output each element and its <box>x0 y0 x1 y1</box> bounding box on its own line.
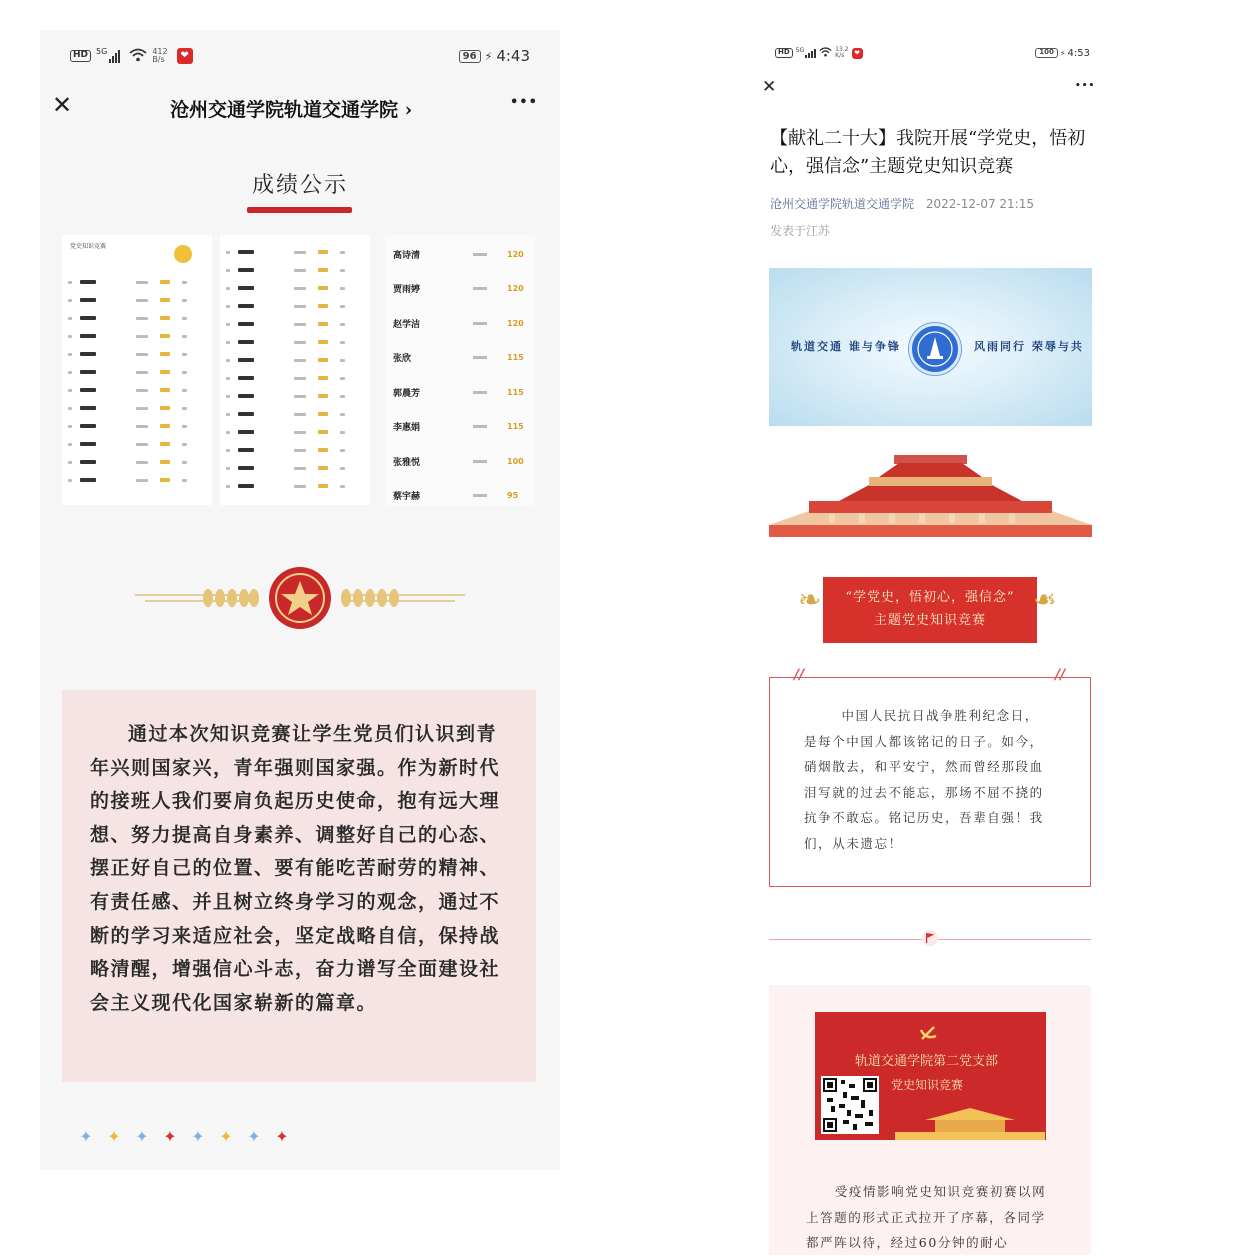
table-row <box>226 477 366 495</box>
table-row <box>68 471 208 489</box>
sparkle-icon: ✦ <box>219 1126 233 1146</box>
student-name: 贾雨婷 <box>393 285 421 296</box>
sparkle-icon: ✦ <box>79 1126 93 1146</box>
table-row <box>68 381 208 399</box>
table-row <box>68 291 208 309</box>
score-table-image-2 <box>220 235 370 505</box>
nav-title[interactable]: 沧州交通学院轨道交通学院 › <box>170 99 413 121</box>
banner-left-text: 轨道交通 谁与争锋 <box>791 340 901 353</box>
table-row <box>226 441 366 459</box>
summary-text-box <box>62 690 536 1082</box>
table-row <box>68 435 208 453</box>
table-row <box>226 351 366 369</box>
student-score: 115 <box>507 387 524 397</box>
student-score: 95 <box>507 491 519 501</box>
blurred-cell <box>473 460 487 463</box>
medal-icon <box>174 245 192 263</box>
nav-bar <box>760 75 1105 105</box>
sparkle-icon: ✦ <box>107 1126 121 1146</box>
network-indicator: 5G <box>795 46 805 54</box>
close-button[interactable]: ✕ <box>762 77 777 97</box>
student-name: 张雅悦 <box>393 457 421 468</box>
contest-poster-image <box>815 1012 1046 1140</box>
table-row <box>393 410 533 445</box>
palace-illustration <box>769 455 1092 537</box>
score-table-image-3 <box>385 235 535 505</box>
sparkle-icon: ✦ <box>135 1126 149 1146</box>
hd-indicator: HD <box>775 48 793 58</box>
app-notification-icon: ❤ <box>177 48 193 64</box>
table-row <box>68 453 208 471</box>
status-bar <box>775 44 1090 62</box>
signal-icon <box>805 49 816 58</box>
table-row <box>68 327 208 345</box>
article-meta <box>770 195 1034 212</box>
table-row <box>226 243 366 261</box>
party-emblem-icon <box>918 1022 940 1044</box>
charging-icon: ⚡ <box>484 49 493 63</box>
table-row <box>68 273 208 291</box>
network-speed <box>152 48 167 64</box>
star-emblem-divider <box>130 565 470 635</box>
sparkle-icon: ✦ <box>191 1126 205 1146</box>
table-row <box>393 444 533 479</box>
table-row <box>393 479 533 514</box>
speed-unit: K/s <box>835 52 845 59</box>
article-body-text: 受疫情影响党史知识竞赛初赛以网上答题的形式正式拉开了序幕，各同学都严阵以待，经过60分钟的耐心 <box>806 1184 1047 1251</box>
blurred-cell <box>473 322 487 325</box>
score-rows-col2 <box>226 243 366 495</box>
publish-date: 2022-12-07 21:15 <box>925 197 1034 211</box>
nav-bar <box>40 85 560 129</box>
more-menu-button[interactable]: ••• <box>1075 81 1096 91</box>
poster-line1: 轨道交通学院第二党支部 <box>855 1054 999 1069</box>
contest-title-line2: 主题党史知识竞赛 <box>873 613 986 628</box>
table-row <box>226 333 366 351</box>
table-row <box>68 309 208 327</box>
more-menu-button[interactable]: ••• <box>510 95 538 110</box>
table-row <box>68 363 208 381</box>
table-row <box>226 423 366 441</box>
table-row <box>226 387 366 405</box>
network-indicator: 5G <box>96 46 108 56</box>
table-row <box>393 341 533 376</box>
blurred-cell <box>473 494 487 497</box>
quote-frame-bottom <box>769 877 1091 887</box>
score-rows-col3 <box>393 237 533 513</box>
student-name: 郭晨芳 <box>393 388 421 399</box>
clock: 4:53 <box>1067 47 1090 59</box>
app-notification-icon: ❤ <box>852 48 863 59</box>
network-speed <box>835 47 848 59</box>
laurel-left-icon: ❧ <box>798 583 822 616</box>
table-row <box>226 261 366 279</box>
table-row <box>68 399 208 417</box>
publish-location: 发表于江苏 <box>770 224 831 238</box>
article-title: 【献礼二十大】我院开展“学党史，悟初心，强信念”主题党史知识竞赛 <box>770 128 1086 177</box>
speed-unit: B/s <box>152 55 165 64</box>
student-score: 120 <box>507 284 524 294</box>
sparkle-icon: ✦ <box>163 1126 177 1146</box>
table-row <box>393 306 533 341</box>
charging-icon: ⚡ <box>1059 48 1066 58</box>
student-score: 115 <box>507 422 524 432</box>
student-name: 高诗清 <box>393 250 421 261</box>
student-name: 赵学洁 <box>393 319 421 330</box>
hd-indicator: HD <box>70 50 91 62</box>
speed-value: 13.2 <box>835 46 849 53</box>
poster-gate-illustration <box>895 1104 1045 1140</box>
close-button[interactable]: ✕ <box>52 91 73 119</box>
score-table-caption: 党史知识竞赛 <box>70 243 107 250</box>
school-badge-icon <box>909 323 961 375</box>
wifi-icon <box>819 47 832 60</box>
table-row <box>226 315 366 333</box>
flag-icon <box>922 930 938 946</box>
student-score: 115 <box>507 353 524 363</box>
banner-right-text: 风雨同行 荣辱与共 <box>974 340 1084 353</box>
blurred-cell <box>473 391 487 394</box>
school-banner-image <box>769 268 1092 426</box>
student-name: 蔡宇赫 <box>393 492 421 503</box>
student-score: 100 <box>507 456 524 466</box>
signal-icon <box>109 50 120 63</box>
title-underline <box>247 207 352 213</box>
sparkle-icon: ✦ <box>247 1126 261 1146</box>
table-row <box>393 237 533 272</box>
frame-corner-right: // <box>1055 667 1066 683</box>
summary-paragraph: 通过本次知识竞赛让学生党员们认识到青年兴则国家兴，青年强则国家强。作为新时代的接班人我们要肩负起历史使命，抱有远大理想、努力提高自身素养、调整好自己的心态、摆正好自己的位置、要有能吃苦耐劳的精神、有责任感、并且树立终身学习的观念，通过不断的学习来适应社会，坚定战略自信，保持战略清醒，增强信心斗志，奋力谱写全面建设社会主义现代化国家崭新的篇章。 <box>90 723 501 1014</box>
status-bar <box>70 44 530 68</box>
account-link[interactable]: 沧州交通学院轨道交通学院 <box>770 197 915 211</box>
contest-title-banner <box>823 577 1037 643</box>
table-row <box>226 297 366 315</box>
blurred-cell <box>473 425 487 428</box>
table-row <box>393 272 533 307</box>
battery-level: 96 <box>459 50 481 63</box>
student-score: 120 <box>507 249 524 259</box>
score-rows-col1 <box>68 273 208 489</box>
battery-level: 100 <box>1035 48 1058 58</box>
blurred-cell <box>473 287 487 290</box>
diamond-decoration <box>79 1126 289 1146</box>
table-row <box>226 279 366 297</box>
section-title: 成绩公示 <box>251 173 348 198</box>
table-row <box>226 405 366 423</box>
table-row <box>226 459 366 477</box>
blurred-cell <box>473 356 487 359</box>
laurel-right-icon: ❧ <box>1033 583 1057 616</box>
wifi-icon <box>129 47 147 66</box>
right-phone-screenshot <box>760 35 1105 1251</box>
qr-code[interactable] <box>821 1076 879 1134</box>
quote-text: 中国人民抗日战争胜利纪念日，是每个中国人都该铭记的日子。如今，硝烟散去，和平安宁，然而曾经那段血泪写就的过去不能忘，那场不屈不挠的抗争不敢忘。铭记历史，吾辈自强！我们，从未遗忘！ <box>804 708 1044 851</box>
sparkle-icon: ✦ <box>275 1126 289 1146</box>
clock: 4:43 <box>496 47 530 65</box>
contest-title-line1: “学党史，悟初心，强信念” <box>845 590 1015 605</box>
poster-line2: 党史知识竞赛 <box>891 1078 964 1092</box>
left-phone-screenshot <box>40 30 560 1170</box>
frame-corner-left: // <box>794 667 805 683</box>
table-row <box>68 417 208 435</box>
speed-value: 412 <box>152 47 168 56</box>
table-row <box>68 345 208 363</box>
student-score: 120 <box>507 318 524 328</box>
student-name: 张欣 <box>393 354 412 365</box>
table-row <box>393 375 533 410</box>
student-name: 李惠娟 <box>393 423 421 434</box>
blurred-cell <box>473 253 487 256</box>
score-table-image <box>62 235 212 505</box>
table-row <box>226 369 366 387</box>
